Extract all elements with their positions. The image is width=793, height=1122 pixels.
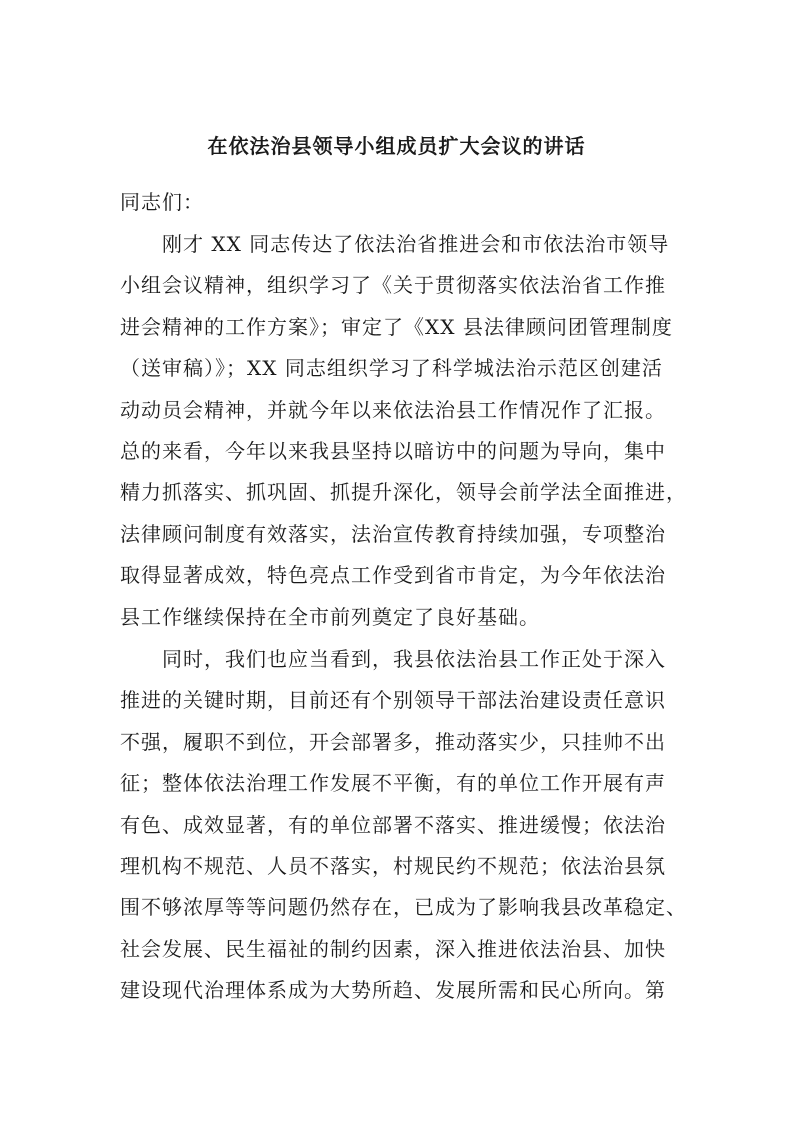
paragraph-line: 法律顾问制度有效落实，法治宣传教育持续加强，专项整治 [120,521,666,546]
paragraph-line: 精力抓落实、抓巩固、抓提升深化，领导会前学法全面推进， [120,480,687,505]
paragraph-line: 推进的关键时期，目前还有个别领导干部法治建设责任意识 [120,688,666,713]
paragraph-line: 建设现代治理体系成为大势所趋、发展所需和民心所向。第 [120,978,666,1003]
salutation: 同志们： [120,190,204,214]
paragraph-line: 围不够浓厚等等问题仍然存在，已成为了影响我县改革稳定、 [120,895,687,920]
paragraph-line: 同时，我们也应当看到，我县依法治县工作正处于深入 [120,647,666,671]
paragraph-line: 社会发展、民生福祉的制约因素，深入推进依法治县、加快 [120,936,666,961]
paragraph-line: 县工作继续保持在全市前列奠定了良好基础。 [120,604,540,629]
paragraph-line: （送审稿）》；XX 同志组织学习了科学城法治示范区创建活 [120,356,663,381]
paragraph-line: 有色、成效显著，有的单位部署不落实、推进缓慢；依法治 [120,812,666,837]
paragraph-line: 征；整体依法治理工作发展不平衡，有的单位工作开展有声 [120,771,666,796]
paragraph-1 [120,224,687,638]
paragraph-line: 不强，履职不到位，开会部署多，推动落实少，只挂帅不出 [120,729,666,754]
paragraph-line: 进会精神的工作方案》；审定了《XX 县法律顾问团管理制度 [120,314,673,339]
document-title: 在依法治县领导小组成员扩大会议的讲话 [207,134,586,158]
paragraph-line: 总的来看，今年以来我县坚持以暗访中的问题为导向，集中 [120,438,666,463]
paragraph-line: 理机构不规范、人员不落实，村规民约不规范；依法治县氛 [120,853,666,878]
paragraph-line: 刚才 XX 同志传达了依法治省推进会和市依法治市领导 [120,232,670,256]
paragraph-2 [120,639,687,1012]
paragraph-line: 取得显著成效，特色亮点工作受到省市肯定，为今年依法治 [120,563,666,588]
paragraph-line: 动动员会精神，并就今年以来依法治县工作情况作了汇报。 [120,397,666,422]
paragraph-line: 小组会议精神，组织学习了《关于贯彻落实依法治省工作推 [120,273,666,298]
